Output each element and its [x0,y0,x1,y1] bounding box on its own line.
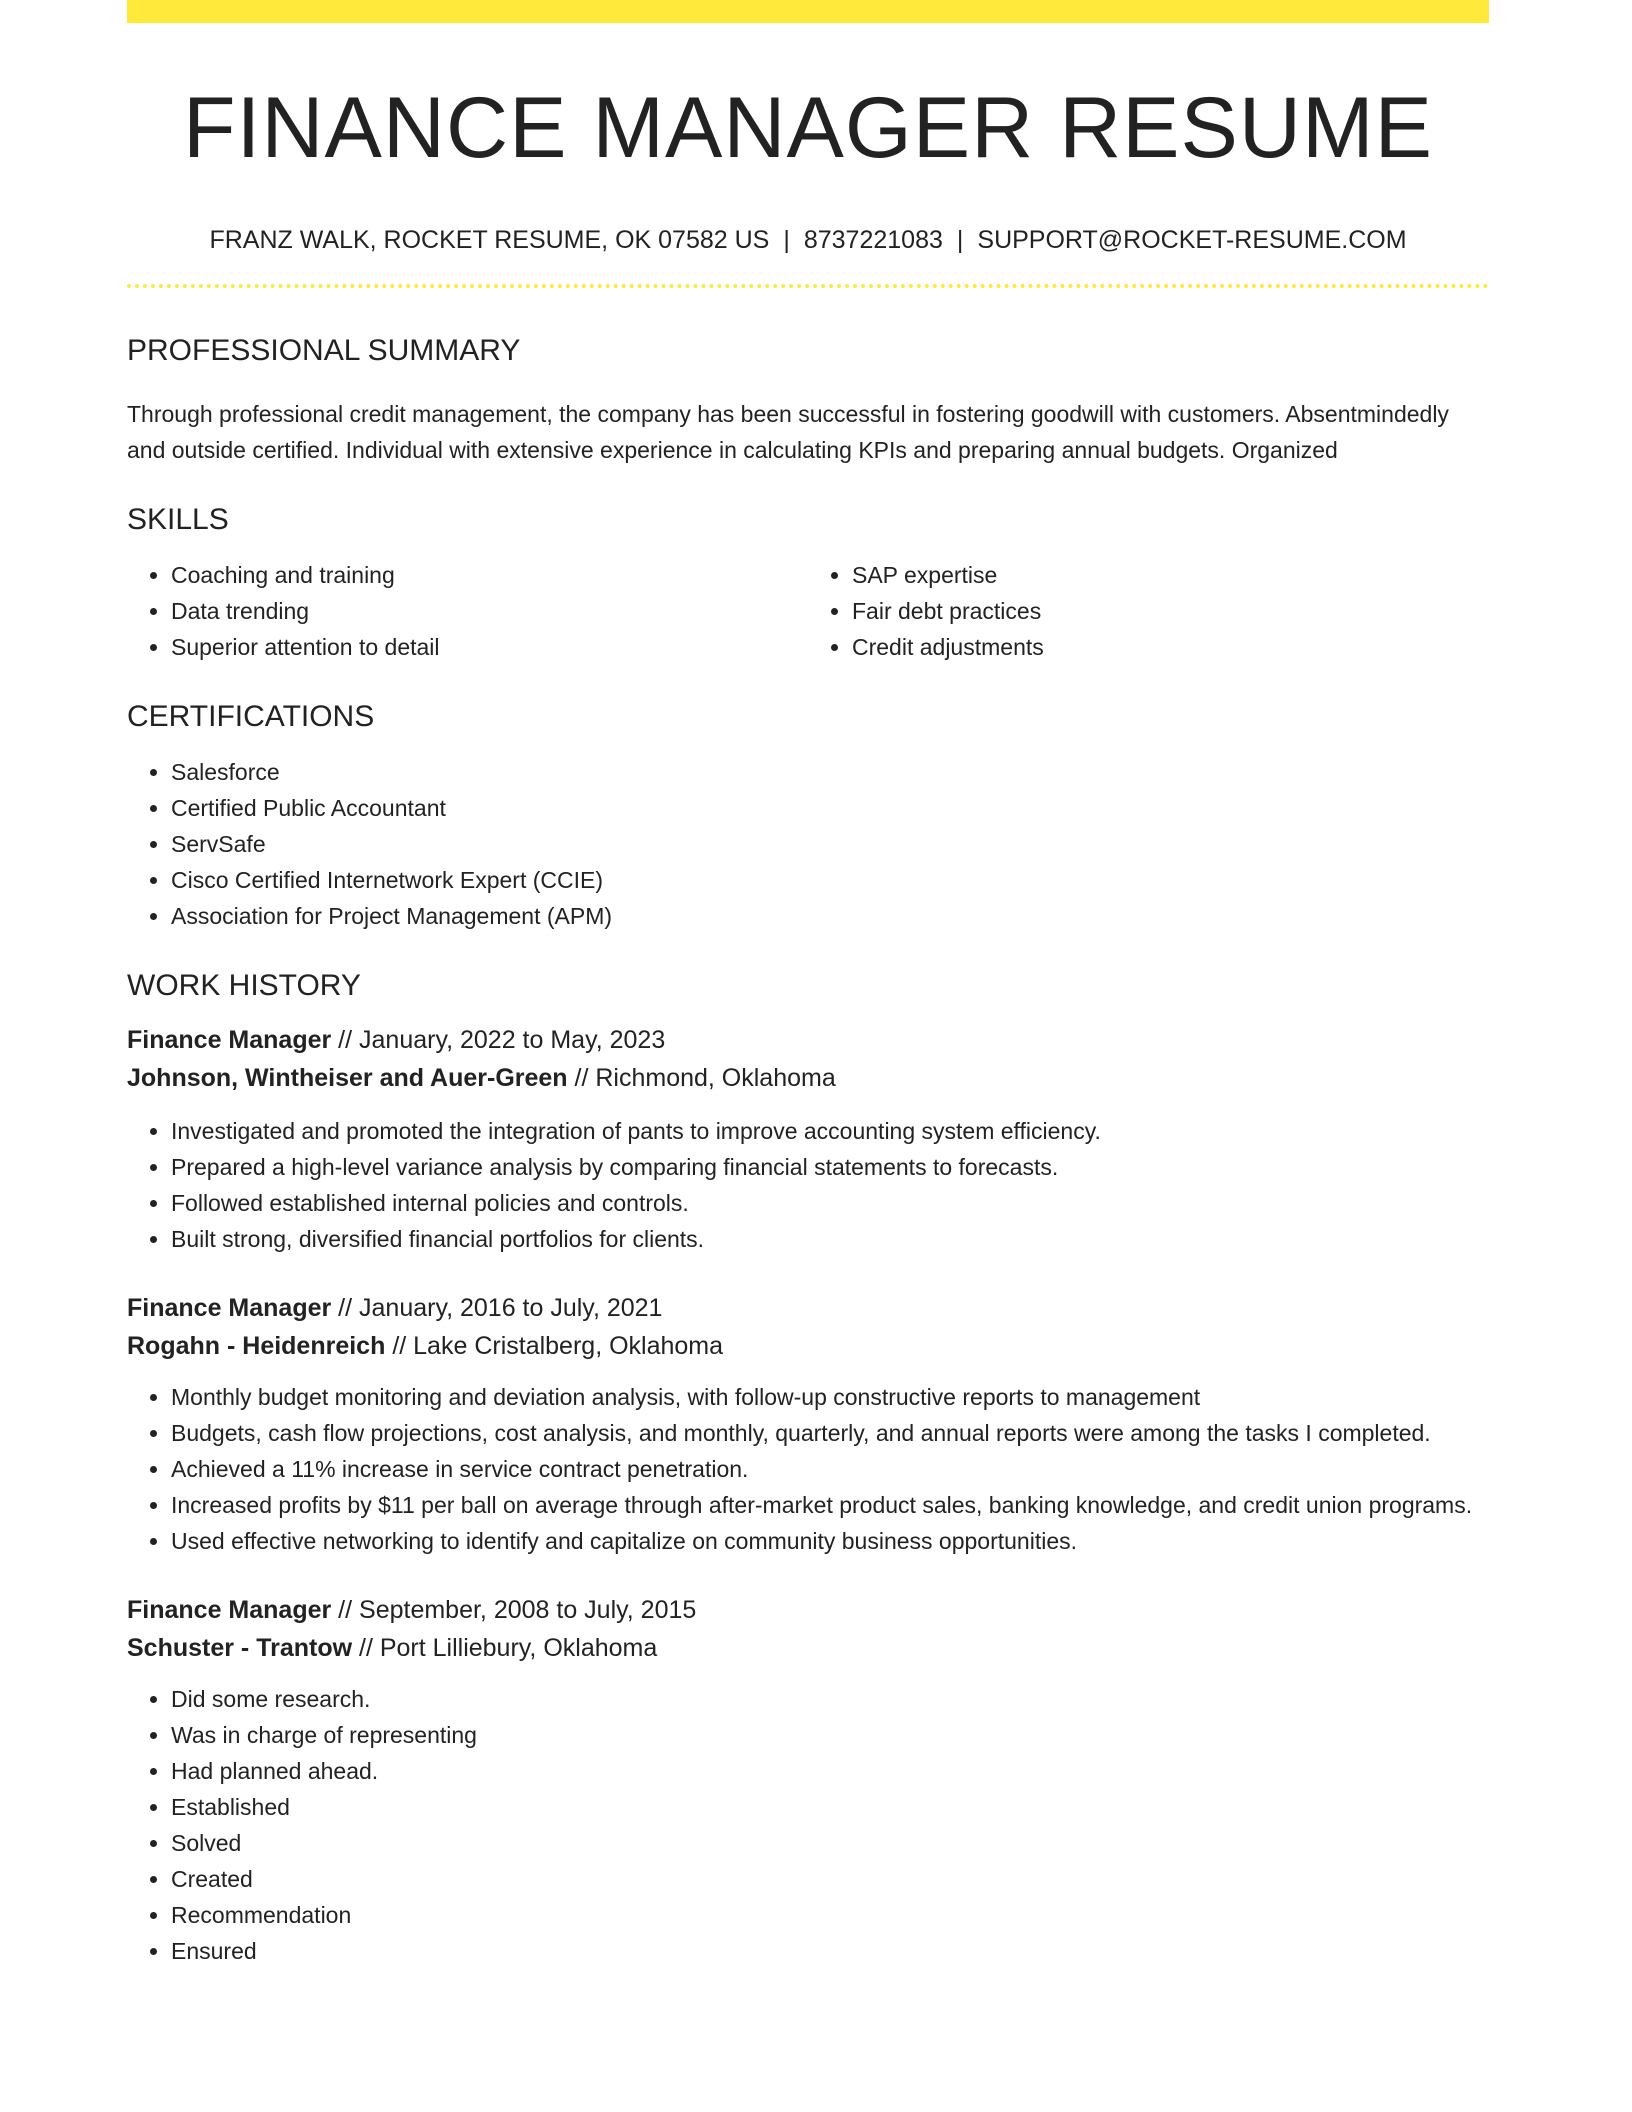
job-company: Schuster - Trantow [127,1634,353,1662]
job-dates: // September, 2008 to July, 2015 [331,1596,697,1624]
job-bullet: • Was in charge of representing [171,1717,1489,1753]
job-bullet: • Recommendation [171,1897,1489,1933]
certifications-section [127,698,1489,934]
job-entry [127,1289,1489,1559]
skill-item: • Fair debt practices [852,593,1489,629]
summary-text: Through professional credit management, the company has been successful in fostering goodwill with customers. Absentmindedly and outside certified. Individual with extensive experience in calculating KPIs and preparing annual budgets. Organized [127,401,1449,463]
skill-item: • SAP expertise [852,557,1489,593]
job-bullet: • Budgets, cash flow projections, cost analysis, and monthly, quarterly, and annual reports were among the tasks I completed. [171,1415,1489,1451]
certification-item: • Certified Public Accountant [171,790,1489,826]
job-bullet: • Prepared a high-level variance analysis by comparing financial statements to forecasts. [171,1149,1489,1185]
skills-grid [127,557,1489,665]
resume-title: FINANCE MANAGER RESUME [182,80,1434,176]
job-bullets [127,1113,1489,1257]
skill-item: • Superior attention to detail [171,629,808,665]
job-title: Finance Manager [127,1026,332,1054]
contact-separator: | [783,226,790,254]
skill-item: • Credit adjustments [852,629,1489,665]
job-title: Finance Manager [127,1294,332,1322]
job-location: // Richmond, Oklahoma [567,1064,836,1092]
contact-separator: | [956,226,964,254]
job-title: Finance Manager [127,1596,332,1624]
certification-item: • Association for Project Management (APM) [171,898,1489,934]
job-bullet: • Ensured [171,1933,1489,1969]
job-entry [127,1021,1489,1257]
job-bullet: • Established [171,1789,1489,1825]
skills-list-left [127,557,808,665]
job-location: // Port Lilliebury, Oklahoma [352,1634,658,1662]
job-entry [127,1591,1489,1969]
job-company-line [127,1059,1489,1097]
certification-item: • Salesforce [171,754,1489,790]
skills-heading: SKILLS [127,503,229,536]
dotted-divider [127,284,1489,288]
summary-section [127,332,1489,468]
work-history-heading: WORK HISTORY [127,969,361,1002]
job-bullet: • Increased profits by $11 per ball on average through after-market product sales, banking knowledge, and credit union programs. [171,1487,1489,1523]
contact-phone: 8737221083 [803,226,943,254]
job-bullet: • Did some research. [171,1681,1489,1717]
job-company: Johnson, Wintheiser and Auer-Green [127,1064,568,1092]
skill-item: • Coaching and training [171,557,808,593]
certification-item: • Cisco Certified Internetwork Expert (CCIE) [171,862,1489,898]
certifications-heading: CERTIFICATIONS [127,700,375,733]
work-history-section [127,967,1489,1969]
job-company-line [127,1327,1489,1365]
certification-item: • ServSafe [171,826,1489,862]
job-bullets [127,1379,1489,1559]
skills-list-right [808,557,1489,665]
job-bullet: • Investigated and promoted the integration of pants to improve accounting system efficiency. [171,1113,1489,1149]
summary-heading: PROFESSIONAL SUMMARY [127,334,521,367]
contact-address: FRANZ WALK, ROCKET RESUME, OK 07582 US [209,226,770,254]
job-bullet: • Monthly budget monitoring and deviation analysis, with follow-up constructive reports to management [171,1379,1489,1415]
skill-item: • Data trending [171,593,808,629]
job-bullet: • Had planned ahead. [171,1753,1489,1789]
job-bullet: • Built strong, diversified financial portfolios for clients. [171,1221,1489,1257]
job-location: // Lake Cristalberg, Oklahoma [385,1332,724,1360]
job-bullet: • Created [171,1861,1489,1897]
job-dates: // January, 2022 to May, 2023 [331,1026,666,1054]
job-bullet: • Followed established internal policies and controls. [171,1185,1489,1221]
resume-content [127,0,1489,1969]
skills-section [127,501,1489,665]
contact-line [127,224,1489,256]
certifications-list [127,754,1489,934]
job-bullet: • Solved [171,1825,1489,1861]
job-company-line [127,1629,1489,1667]
contact-email: SUPPORT@ROCKET-RESUME.COM [977,226,1407,254]
job-title-line [127,1021,1489,1059]
job-title-line [127,1591,1489,1629]
job-dates: // January, 2016 to July, 2021 [331,1294,663,1322]
job-company: Rogahn - Heidenreich [127,1332,386,1360]
job-bullets [127,1681,1489,1969]
job-title-line [127,1289,1489,1327]
job-bullet: • Achieved a 11% increase in service contract penetration. [171,1451,1489,1487]
job-bullet: • Used effective networking to identify and capitalize on community business opportunities. [171,1523,1489,1559]
